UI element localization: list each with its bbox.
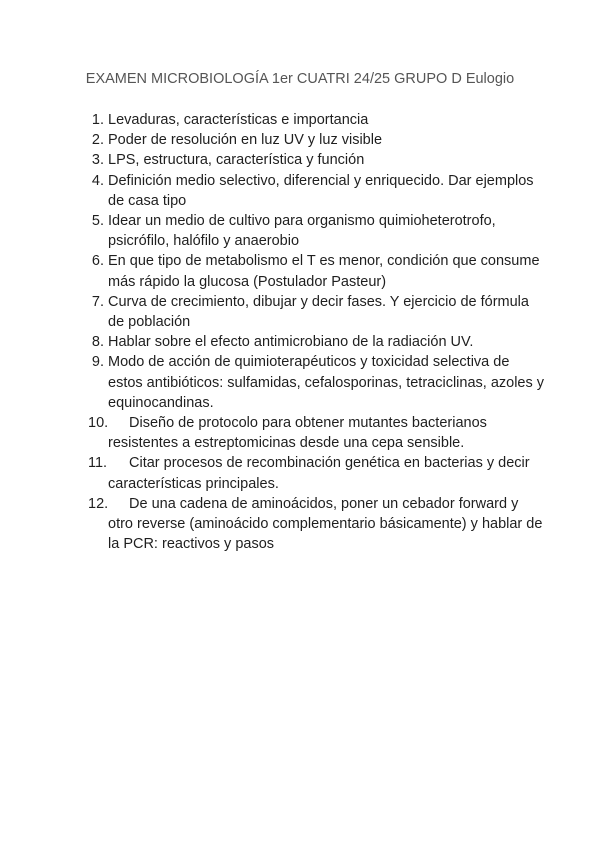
question-number: 4. — [91, 172, 104, 189]
question-text: Citar procesos de recombinación genética en bacterias y decir características principales. — [108, 455, 530, 492]
question-item-10 — [84, 413, 544, 453]
question-number: 1. — [91, 112, 104, 128]
question-item-8 — [84, 332, 544, 352]
exam-title: EXAMEN MICROBIOLOGÍA 1er CUATRI 24/25 GRUPO D Eulogio — [85, 71, 515, 87]
question-text: Curva de crecimiento, dibujar y decir fases. Y ejercicio de fórmula de población — [108, 293, 529, 331]
question-item-2 — [84, 130, 544, 150]
question-item-11 — [84, 453, 544, 493]
question-text: Definición medio selectivo, diferencial y enriquecido. Dar ejemplos de casa tipo — [108, 172, 534, 209]
question-item-4 — [84, 171, 544, 211]
question-text: De una cadena de aminoácidos, poner un cebador forward y otro reverse (aminoácido complementario básicamente) y hablar de la PCR: reactivos y pasos — [108, 495, 543, 553]
question-number: 2. — [91, 132, 104, 149]
question-number: 5. — [91, 213, 104, 230]
question-number: 6. — [91, 253, 104, 270]
question-item-7 — [84, 292, 544, 332]
question-text: Levaduras, características e importancia — [108, 112, 369, 128]
question-text: En que tipo de metabolismo el T es menor, condición que consume más rápido la glucosa (Postulador Pasteur) — [108, 253, 540, 290]
question-list — [84, 110, 544, 554]
question-number: 9. — [91, 354, 104, 371]
question-text: Idear un medio de cultivo para organismo quimioheterotrofo, psicrófilo, halófilo y anaerobio — [108, 213, 496, 250]
question-number: 11. — [88, 455, 108, 472]
question-item-1 — [84, 110, 544, 130]
question-text: Modo de acción de quimioterapéuticos y toxicidad selectiva de estos antibióticos: sulfamidas, cefalosporinas, tetraciclinas, azoles y equinocandinas. — [108, 354, 545, 411]
question-text: LPS, estructura, característica y función — [108, 152, 365, 169]
question-number: 7. — [91, 293, 104, 310]
question-item-9 — [84, 352, 544, 413]
question-number: 3. — [91, 152, 104, 169]
question-item-3 — [84, 150, 544, 170]
question-text: Hablar sobre el efecto antimicrobiano de la radiación UV. — [108, 334, 474, 351]
question-text: Poder de resolución en luz UV y luz visible — [108, 132, 383, 149]
question-item-6 — [84, 251, 544, 291]
question-number: 8. — [91, 334, 104, 351]
question-number: 10. — [88, 415, 109, 432]
question-text: Diseño de protocolo para obtener mutantes bacterianos resistentes a estreptomicinas desde una cepa sensible. — [108, 415, 487, 452]
question-item-12 — [84, 494, 544, 555]
question-number: 12. — [88, 495, 109, 512]
question-item-5 — [84, 211, 544, 251]
